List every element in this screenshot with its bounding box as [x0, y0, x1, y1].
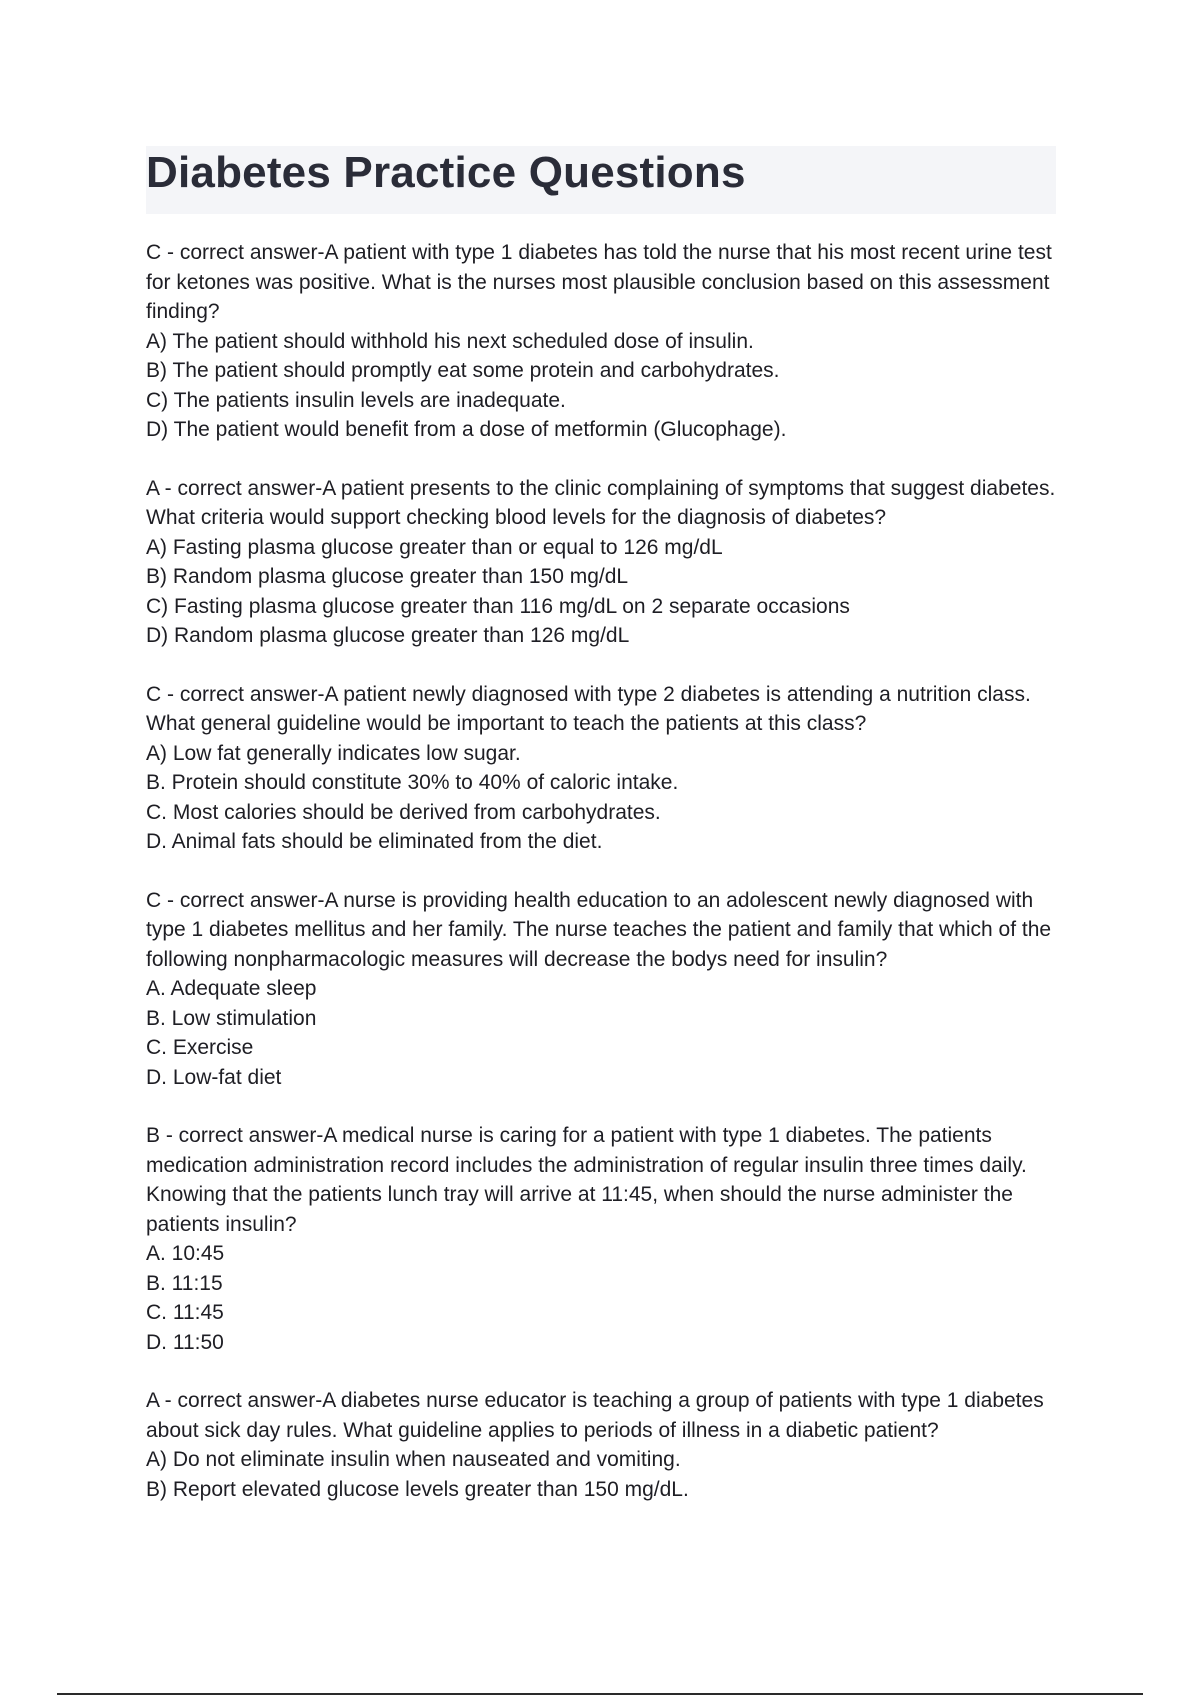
answer-option: B. Protein should constitute 30% to 40% of caloric intake. — [146, 771, 679, 794]
answer-option: C. Most calories should be derived from carbohydrates. — [146, 800, 661, 824]
answer-option: A) Do not eliminate insulin when nauseated and vomiting. — [146, 1448, 681, 1471]
answer-option: A) The patient should withhold his next scheduled dose of insulin. — [146, 329, 754, 353]
answer-option: D. 11:50 — [146, 1330, 224, 1354]
question-text: A - correct answer-A patient presents to the clinic complaining of symptoms that suggest diabetes. What criteria would support checking blood levels for the diagnosis of diabetes? — [146, 476, 1056, 529]
answer-option: C) The patients insulin levels are inadequate. — [146, 388, 566, 412]
answer-options — [146, 327, 1066, 445]
answer-option: A. Adequate sleep — [146, 977, 317, 1000]
answer-option: A) Low fat generally indicates low sugar. — [146, 741, 521, 765]
answer-option: C. Exercise — [146, 1036, 254, 1059]
question-text: C - correct answer-A patient with type 1 diabetes has told the nurse that his most recent urine test for ketones was positive. What is the nurses most plausible conclusion based on this assessment finding? — [146, 241, 1052, 323]
answer-option: B. Low stimulation — [146, 1006, 317, 1030]
question-text: A - correct answer-A diabetes nurse educator is teaching a group of patients with type 1 diabetes about sick day rules. What guideline applies to periods of illness in a diabetic patient? — [146, 1389, 1044, 1442]
question-block — [146, 238, 1066, 445]
question-list — [146, 238, 1066, 1533]
question-block — [146, 474, 1066, 651]
answer-option: A. 10:45 — [146, 1242, 225, 1265]
answer-option: D) Random plasma glucose greater than 126 mg/dL — [146, 624, 630, 647]
question-block — [146, 1121, 1066, 1357]
document-title: Diabetes Practice Questions — [146, 148, 746, 197]
question-text: B - correct answer-A medical nurse is caring for a patient with type 1 diabetes. The patients medication administration record includes the administration of regular insulin three times daily. Knowing that the patients lunch tray will arrive at 11:45, when should the nurse administer the patients insulin? — [146, 1124, 1027, 1236]
answer-option: C) Fasting plasma glucose greater than 116 mg/dL on 2 separate occasions — [146, 594, 850, 618]
question-block — [146, 886, 1066, 1093]
question-text: C - correct answer-A nurse is providing health education to an adolescent newly diagnosed with type 1 diabetes mellitus and her family. The nurse teaches the patient and family that which of the following nonpharmacologic measures will decrease the bodys need for insulin? — [146, 888, 1052, 971]
answer-option: C. 11:45 — [146, 1301, 224, 1324]
answer-option: D) The patient would benefit from a dose of metformin (Glucophage). — [146, 418, 787, 441]
answer-options — [146, 974, 1066, 1092]
footer-divider — [57, 1693, 1143, 1695]
answer-option: A) Fasting plasma glucose greater than or equal to 126 mg/dL — [146, 535, 723, 559]
answer-option: B. 11:15 — [146, 1271, 223, 1295]
question-text: C - correct answer-A patient newly diagnosed with type 2 diabetes is attending a nutrition class. What general guideline would be important to teach the patients at this class? — [146, 682, 1031, 735]
answer-options — [146, 1239, 1066, 1357]
answer-options — [146, 739, 1066, 857]
answer-option: B) The patient should promptly eat some protein and carbohydrates. — [146, 359, 780, 382]
answer-option: B) Report elevated glucose levels greater than 150 mg/dL. — [146, 1477, 689, 1501]
answer-options — [146, 533, 1066, 651]
question-block — [146, 680, 1066, 857]
answer-option: D. Low-fat diet — [146, 1065, 282, 1089]
question-block — [146, 1386, 1066, 1504]
answer-option: D. Animal fats should be eliminated from the diet. — [146, 830, 603, 853]
answer-option: B) Random plasma glucose greater than 150 mg/dL — [146, 565, 629, 588]
answer-options — [146, 1445, 1066, 1504]
